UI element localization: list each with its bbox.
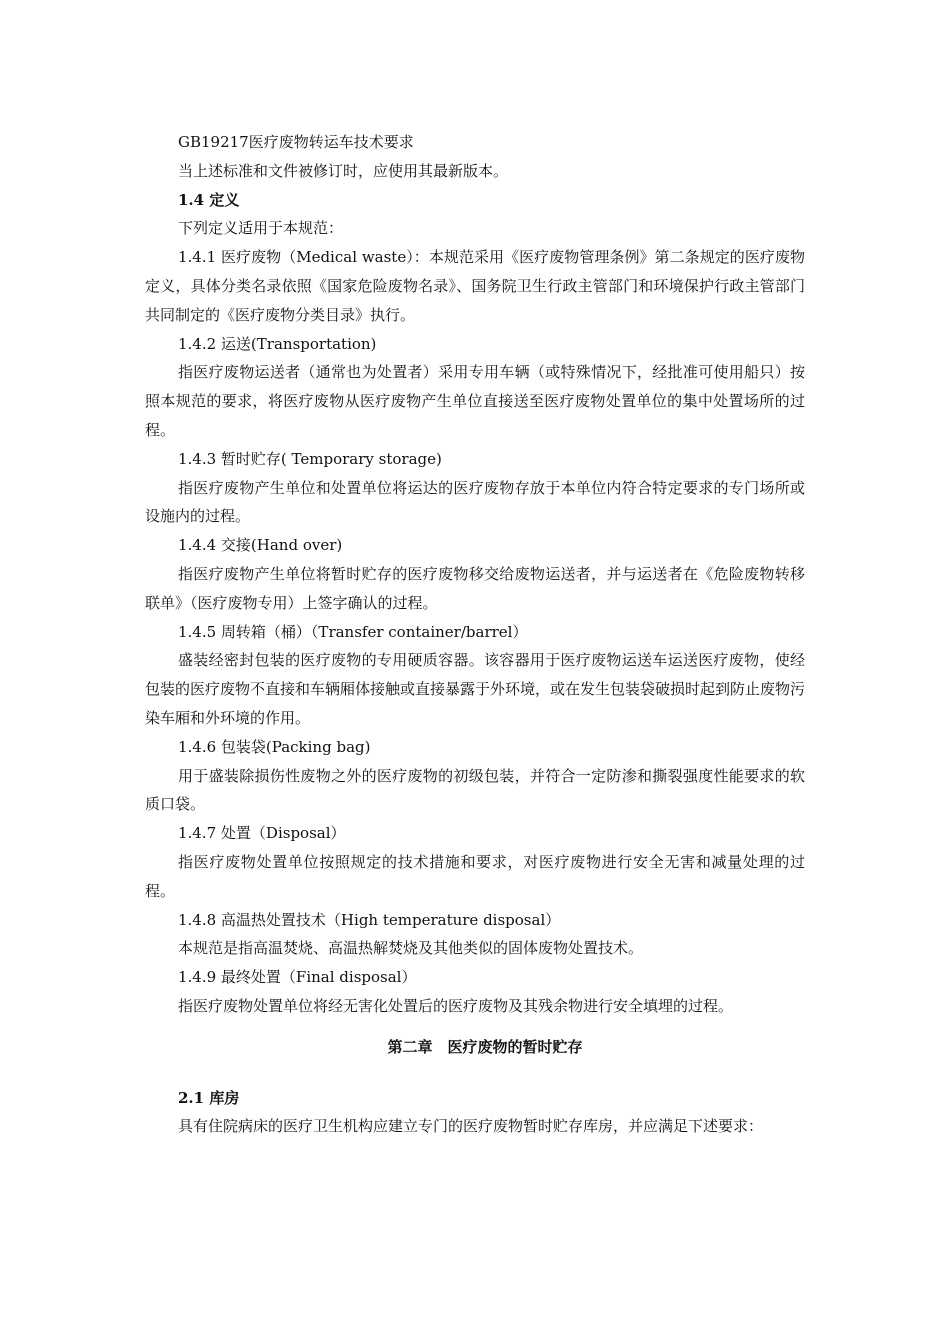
definition-1-4-5-title: 1.4.5 周转箱（桶）（Transfer container/barrel） xyxy=(178,622,528,641)
section-2-1-body: 具有住院病床的医疗卫生机构应建立专门的医疗废物暂时贮存库房，并应满足下述要求： xyxy=(178,1117,764,1136)
definition-1-4-4-body: 指医疗废物产生单位将暂时贮存的医疗废物移交给废物运送者，并与运送者在《危险废物转移联单》（医疗废物专用）上签字确认的过程。 xyxy=(145,564,805,612)
section-heading-2-1: 2.1 库房 xyxy=(178,1088,240,1107)
revision-note: 当上述标准和文件被修订时，应使用其最新版本。 xyxy=(178,161,509,180)
definition-1-4-3-title: 1.4.3 暂时贮存( Temporary storage) xyxy=(178,449,442,468)
definition-1-4-6-title: 1.4.6 包装袋(Packing bag) xyxy=(178,737,371,756)
section-heading-1-4: 1.4 定义 xyxy=(178,190,240,209)
definition-1-4-2-title: 1.4.2 运送(Transportation) xyxy=(178,334,377,353)
document-page xyxy=(145,128,805,1141)
definition-1-4-7-body: 指医疗废物处置单位按照规定的技术措施和要求，对医疗废物进行安全无害和减量处理的过程。 xyxy=(145,852,805,900)
definition-1-4-1: 1.4.1 医疗废物（Medical waste）：本规范采用《医疗废物管理条例》第二条规定的医疗废物定义，具体分类名录依照《国家危险废物名录》、国务院卫生行政主管部门和环境保护行政主管部门共同制定的《医疗废物分类目录》执行。 xyxy=(145,248,805,324)
definition-1-4-3-body: 指医疗废物产生单位和处置单位将运达的医疗废物存放于本单位内符合特定要求的专门场所或设施内的过程。 xyxy=(145,478,805,526)
definitions-intro: 下列定义适用于本规范： xyxy=(178,219,344,238)
definition-1-4-5-body: 盛装经密封包装的医疗废物的专用硬质容器。该容器用于医疗废物运送车运送医疗废物，使经包装的医疗废物不直接和车辆厢体接触或直接暴露于外环境，或在发生包装袋破损时起到防止废物污染车厢和外环境的作用。 xyxy=(145,651,806,727)
definition-1-4-4-title: 1.4.4 交接(Hand over) xyxy=(178,536,343,555)
standard-reference: GB19217医疗废物转运车技术要求 xyxy=(178,133,414,151)
definition-1-4-6-body: 用于盛装除损伤性废物之外的医疗废物的初级包装，并符合一定防渗和撕裂强度性能要求的软质口袋。 xyxy=(145,766,805,814)
definition-1-4-9-body: 指医疗废物处置单位将经无害化处置后的医疗废物及其残余物进行安全填埋的过程。 xyxy=(178,996,734,1015)
chapter-2-heading: 第二章 医疗废物的暂时贮存 xyxy=(387,1037,583,1056)
definition-1-4-8-title: 1.4.8 高温热处置技术（High temperature disposal） xyxy=(178,910,561,929)
definition-1-4-7-title: 1.4.7 处置（Disposal） xyxy=(178,824,346,843)
definition-1-4-2-body: 指医疗废物运送者（通常也为处置者）采用专用车辆（或特殊情况下，经批准可使用船只）按照本规范的要求，将医疗废物从医疗废物产生单位直接送至医疗废物处置单位的集中处置场所的过程。 xyxy=(145,363,805,439)
definition-1-4-9-title: 1.4.9 最终处置（Final disposal） xyxy=(178,968,417,987)
definition-1-4-8-body: 本规范是指高温焚烧、高温热解焚烧及其他类似的固体废物处置技术。 xyxy=(178,939,644,958)
